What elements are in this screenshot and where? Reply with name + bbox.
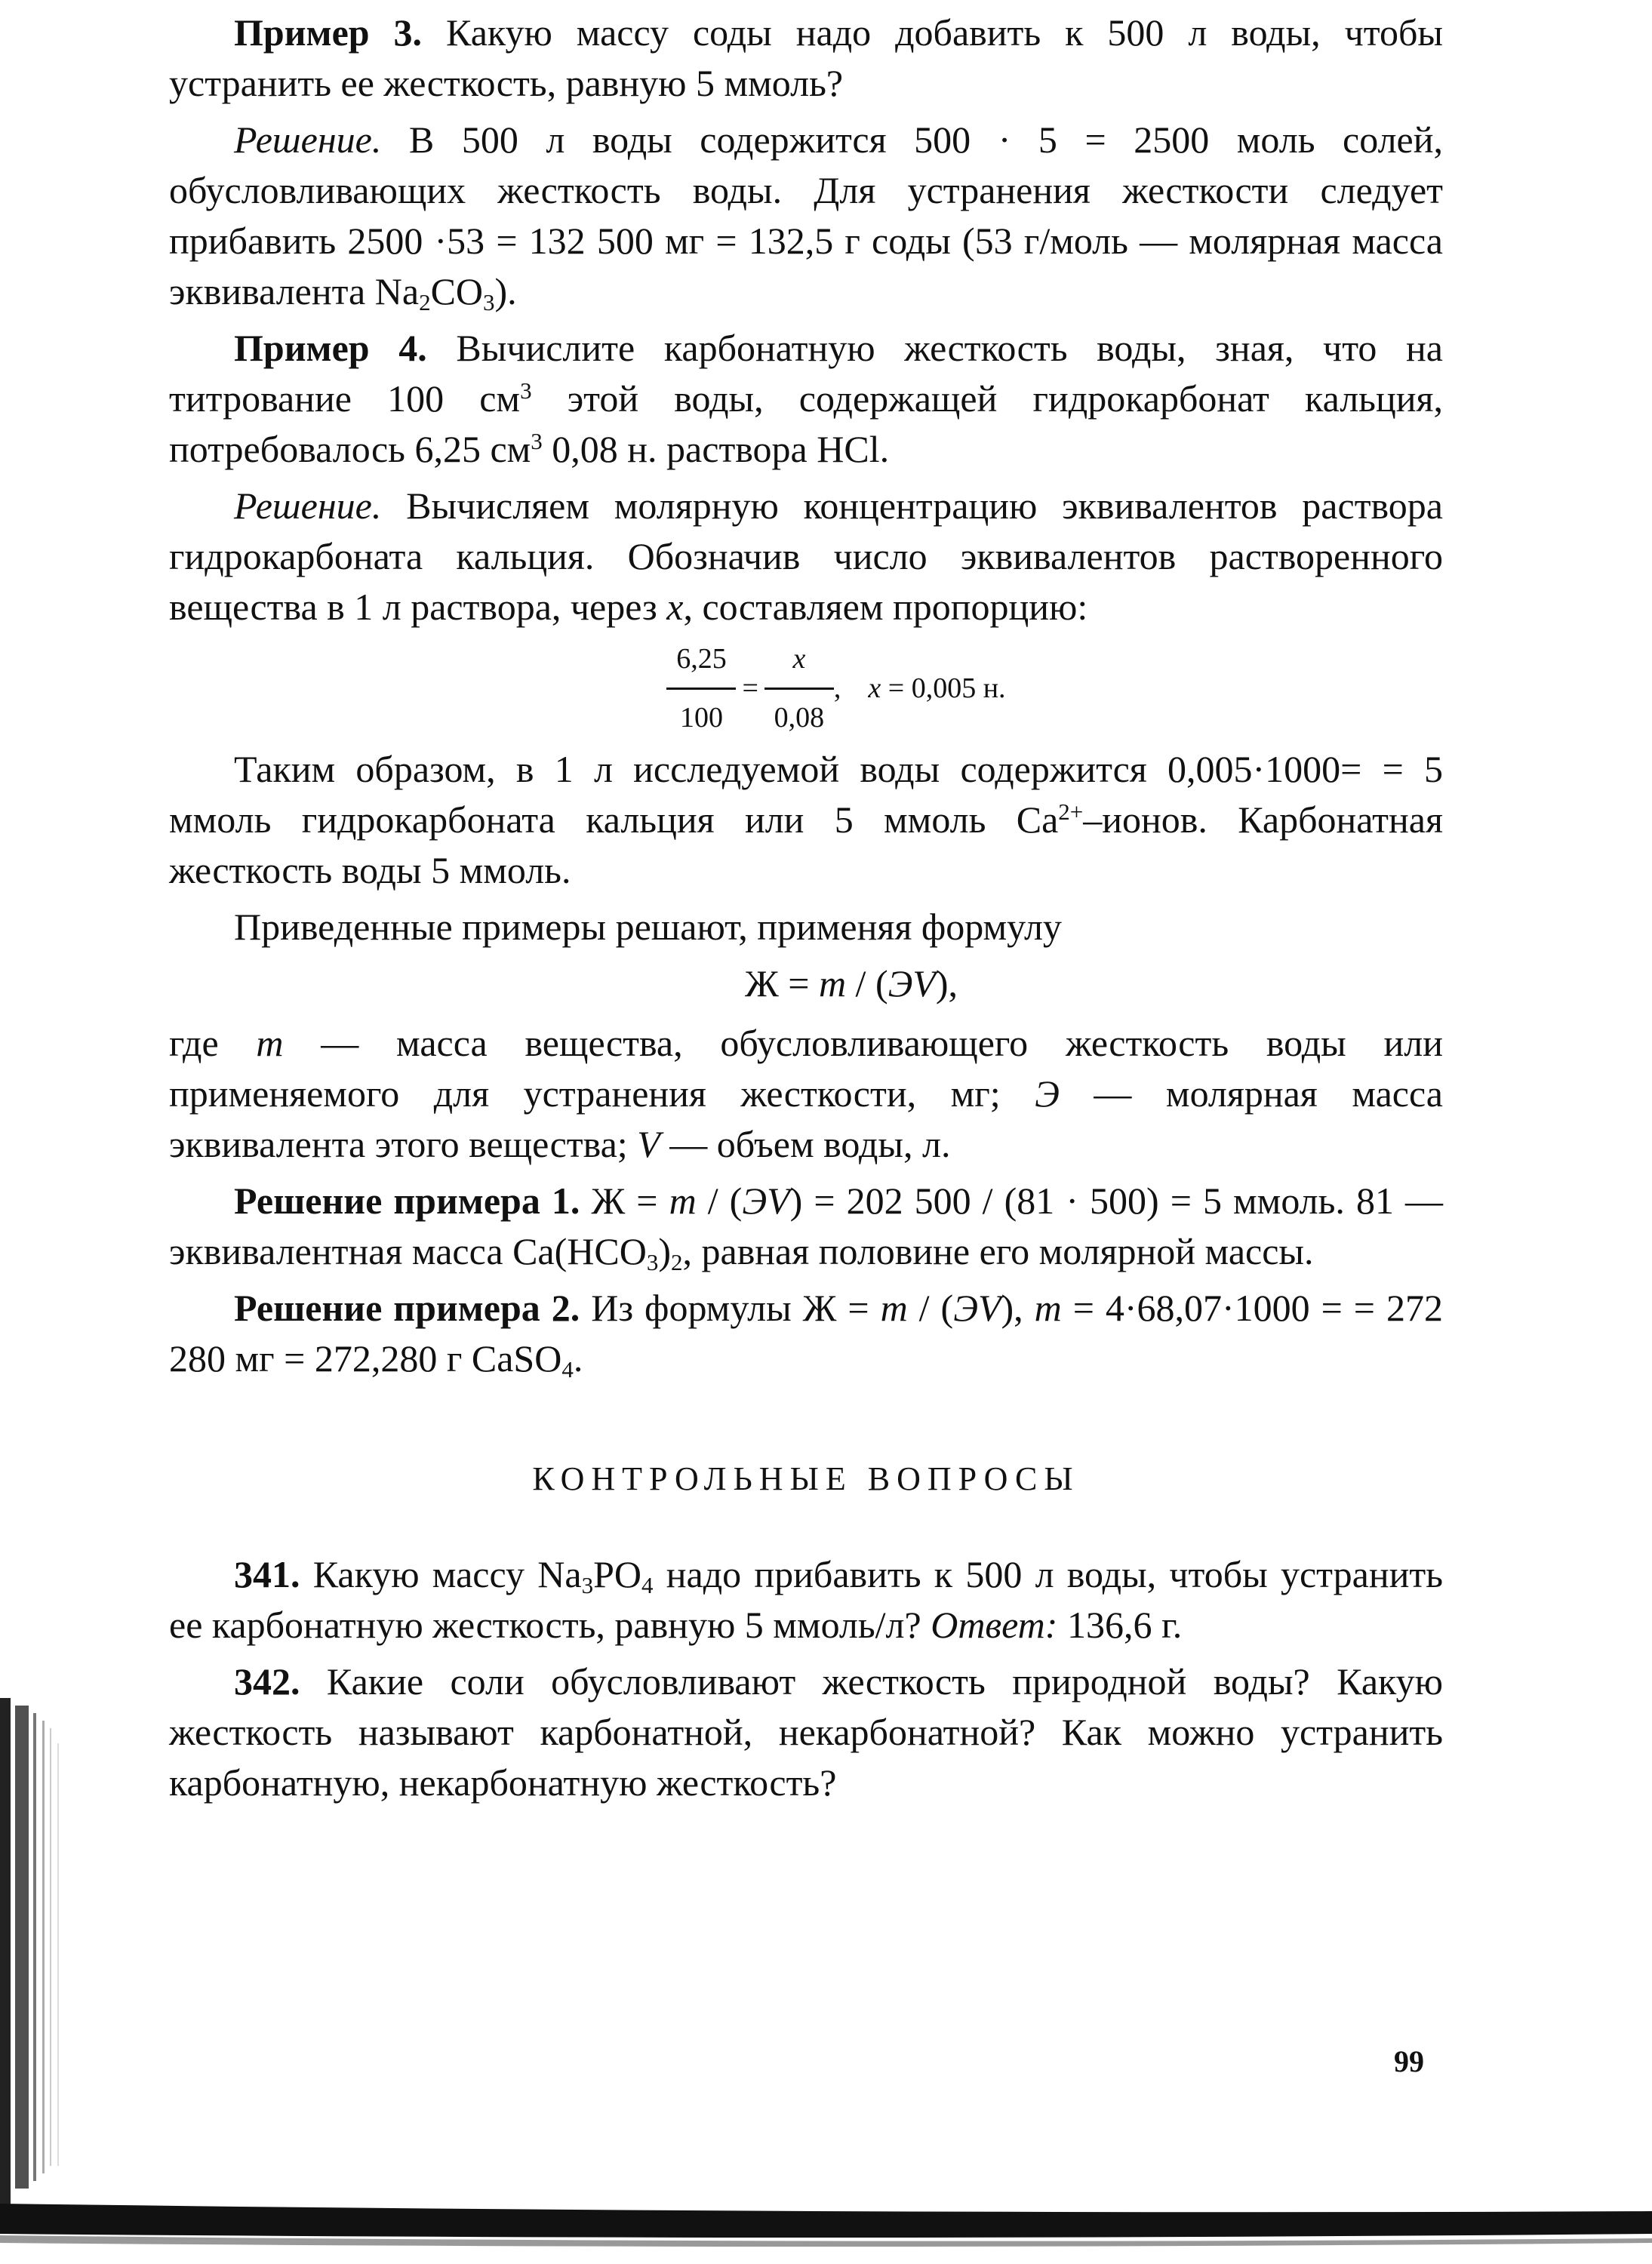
section-heading: КОНТРОЛЬНЫЕ ВОПРОСЫ [532,1460,1080,1497]
example-3-label: Пример 3. [234,11,423,54]
proportion-result: x = 0,005 н. [868,672,1006,704]
binding-shadow [0,1698,75,2226]
fraction-right: $\frac{x}{0,08}$ [764,634,834,743]
hardness-formula: Ж = m / (ЭV), [744,962,958,1004]
solution-example-2-label: Решение примера 2. [234,1287,580,1329]
solution-4-label: Решение. [234,484,382,527]
solution-example-2: Решение примера 2. Из формулы Ж = m / (ЭV), m = 4·68,07·1000 = = 272 280 мг = 272,280 г CaSO$_4$. [169,1287,1443,1383]
page-bottom-edge [0,2189,1652,2264]
solution-3: Решение. В 500 л воды содержится 500 · 5 = 2500 моль солей, обусловливающих жесткость воды. Для устранения жесткости следует прибавить 2500 ·53 = 132 500 мг = 132,5 г соды (53 г/моль — молярная масса эквивалента $Na_2CO_3$). [169,118,1443,315]
page-text [169,8,1443,1808]
formula-definitions: где m — масса вещества, обусловливающего жесткость воды или применяемого для устранения жесткости, мг; Э — молярная масса эквивалента этого вещества; V — объем воды, л. [169,1022,1443,1165]
example-3: Пример 3. Какую массу соды надо добавить к 500 л воды, чтобы устранить ее жесткость, равную 5 ммоль? [169,11,1443,104]
question-342-number: 342. [234,1660,300,1703]
question-341: 341. Какую массу $Na_3PO_4$ надо прибавить к 500 л воды, чтобы устранить ее карбонатную жесткость, равную 5 ммоль/л? Ответ: 136,6 г. [169,1553,1443,1646]
page-number: 99 [1394,2044,1424,2078]
proportion-equation: $\frac{6,25}{100}$ = $\frac{x}{0,08}$ , x = 0,005 н. [169,635,1443,741]
solution-example-1: Решение примера 1. Ж = m / (ЭV) = 202 500 / (81 · 500) = 5 ммоль. 81 — эквивалентная масса $Ca(HCO_3)_2$, равная половине его молярной массы. [169,1180,1444,1275]
example-4-label: Пример 4. [234,327,427,369]
question-341-number: 341. [234,1553,300,1595]
formula-intro: Приведенные примеры решают, применяя формулу [234,906,1062,948]
solution-example-1-label: Решение примера 1. [234,1180,580,1222]
conclusion-paragraph: Таким образом, в 1 л исследуемой воды содержится 0,005·1000= = 5 ммоль гидрокарбоната кальция или 5 ммоль $Ca^{2+}$–ионов. Карбонатная жесткость воды 5 ммоль. [169,748,1443,891]
solution-4: Решение. Вычисляем молярную концентрацию эквивалентов раствора гидрокарбоната кальция. Обозначив число эквивалентов растворенного вещества в 1 л раствора, через x, составляем пропорцию: [169,484,1443,628]
solution-3-label: Решение. [234,118,382,161]
answer-label: Ответ: [931,1604,1058,1646]
example-4: Пример 4. Вычислите карбонатную жесткость воды, зная, что на титрование 100 $см^3$ этой воды, содержащей гидрокарбонат кальция, потребовалось 6,25 $см^3$ 0,08 н. раствора HCl. [169,327,1443,470]
fraction-left: $\frac{6,25}{100}$ [666,634,736,743]
question-342: 342. Какие соли обусловливают жесткость природной воды? Какую жесткость называют карбонатной, некарбонатной? Как можно устранить карбонатную, некарбонатную жесткость? [169,1660,1443,1804]
